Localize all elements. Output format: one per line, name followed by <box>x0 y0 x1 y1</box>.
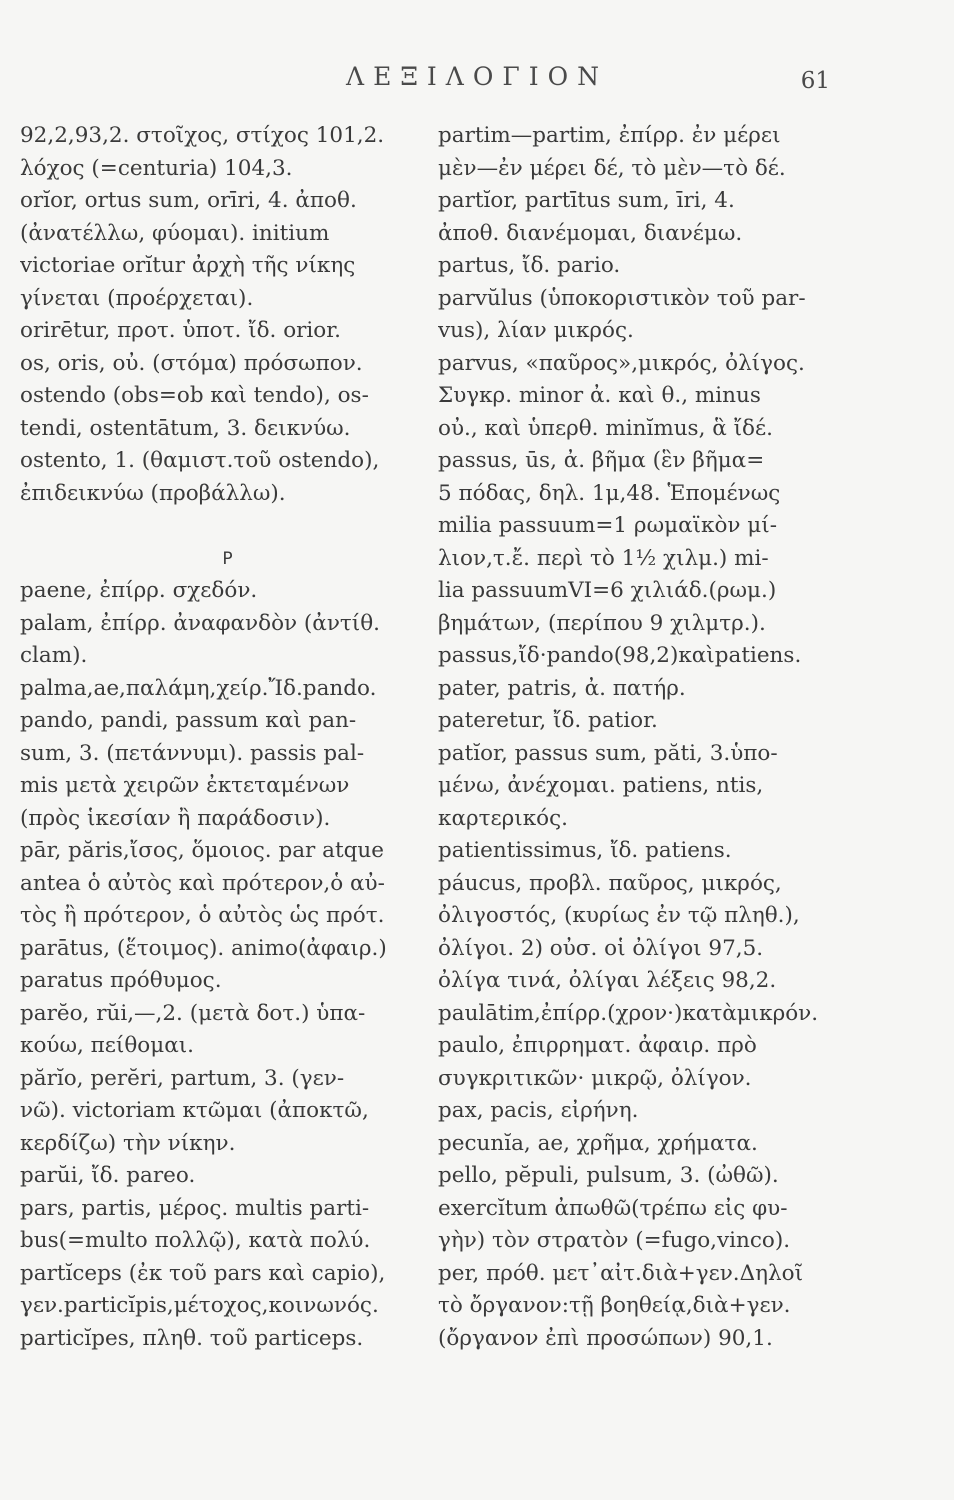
dictionary-line: τὸς ἢ πρότερον, ὁ αὐτὸς ὡς πρότ. <box>20 903 385 928</box>
dictionary-line: partus, ἴδ. pario. <box>438 253 621 278</box>
dictionary-line: os, oris, οὐ. (στόμα) πρόσωπον. <box>20 350 363 376</box>
dictionary-line: partĭor, partītus sum, īri, 4. <box>438 188 735 213</box>
dictionary-line: ostendo (obs=ob καὶ tendo), os- <box>20 383 369 408</box>
dictionary-line: (ἀνατέλλω, φύομαι). initium <box>20 220 330 246</box>
dictionary-line <box>20 510 420 543</box>
dictionary-line: partĭceps (ἐκ τοῦ pars καὶ capio), <box>20 1260 386 1286</box>
dictionary-line: κερδίζω) τὴν νίκην. <box>20 1130 236 1156</box>
dictionary-line: pax, pacis, εἰρήνη. <box>438 1098 639 1123</box>
dictionary-line: sum, 3. (πετάννυμι). passis pal- <box>20 740 365 766</box>
dictionary-line: patĭor, passus sum, păti, 3.ὑπο- <box>438 740 778 766</box>
dictionary-line: vus), λίαν μικρός. <box>438 318 634 343</box>
dictionary-line: paulo, ἐπιρρηματ. ἀφαιρ. πρὸ <box>438 1033 757 1058</box>
dictionary-line: parŭi, ἴδ. pareo. <box>20 1163 196 1188</box>
right-column <box>438 120 838 1355</box>
dictionary-line: pecunĭa, ae, χρῆμα, χρήματα. <box>438 1130 758 1156</box>
dictionary-line: ὀλίγοι. 2) οὐσ. οἱ ὀλίγοι 97,5. <box>438 935 764 961</box>
dictionary-line: bus(=multo πολλῷ), κατὰ πολύ. <box>20 1228 371 1253</box>
dictionary-line: lia passuumVI=6 χιλιάδ.(ρωμ.) <box>438 578 777 603</box>
dictionary-line: tendi, ostentātum, 3. δεικνύω. <box>20 415 351 441</box>
dictionary-line: λόχος (=centuria) 104,3. <box>20 155 293 181</box>
dictionary-line: antea ὁ αὐτὸς καὶ πρότερον,ὁ αὐ- <box>20 870 385 896</box>
dictionary-line: λιον,τ.ἔ. περὶ τὸ 1½ χιλμ.) mi- <box>438 545 769 571</box>
dictionary-line: ἐπιδεικνύω (προβάλλω). <box>20 480 286 506</box>
dictionary-line: pello, pĕpuli, pulsum, 3. (ὠθῶ). <box>438 1163 779 1188</box>
dictionary-line: καρτερικός. <box>438 805 568 831</box>
dictionary-line: per, πρόθ. μετ᾽αἰτ.διὰ+γεν.Δηλοῖ <box>438 1260 804 1286</box>
dictionary-line: páucus, προβλ. παῦρος, μικρός, <box>438 870 782 896</box>
dictionary-line: ostento, 1. (θαμιστ.τοῦ ostendo), <box>20 448 380 473</box>
dictionary-line: κούω, πείθομαι. <box>20 1033 194 1058</box>
dictionary-line: μὲν—ἐν μέρει δέ, τὸ μὲν—τὸ δέ. <box>438 155 786 181</box>
dictionary-line: parvus, «παῦρος»,μικρός, ὀλίγος. <box>438 350 805 376</box>
dictionary-line: οὐ., καὶ ὑπερθ. minĭmus, ἃ ἴδέ. <box>438 415 773 441</box>
dictionary-line: pater, patris, ἀ. πατήρ. <box>438 675 686 701</box>
dictionary-line: exercĭtum ἀπωθῶ(τρέπω εἰς φυ- <box>438 1195 788 1221</box>
dictionary-line: pando, pandi, passum καὶ pan- <box>20 708 357 733</box>
dictionary-line: ὀλίγα τινά, ὀλίγαι λέξεις 98,2. <box>438 968 777 993</box>
dictionary-line: partim—partim, ἐπίρρ. ἐν μέρει <box>438 123 781 148</box>
dictionary-line: passus, ūs, ἀ. βῆμα (ἓν βῆμα= <box>438 448 765 473</box>
dictionary-line: γίνεται (προέρχεται). <box>20 285 254 311</box>
dictionary-line: parātus, (ἕτοιμος). animo(ἀφαιρ.) <box>20 935 387 961</box>
dictionary-line: 5 πόδας, δηλ. 1μ,48. Ἑπομένως <box>438 480 781 506</box>
dictionary-line: συγκριτικῶν· μικρῷ, ὀλίγον. <box>438 1065 752 1091</box>
dictionary-line: Συγκρ. minor ἀ. καὶ θ., minus <box>438 383 761 408</box>
dictionary-line: părĭo, perĕri, partum, 3. (γεν- <box>20 1065 345 1091</box>
dictionary-line: paene, ἐπίρρ. σχεδόν. <box>20 578 258 603</box>
dictionary-line: particĭpes, πληθ. τοῦ particeps. <box>20 1325 364 1351</box>
page-number: 61 <box>800 68 830 94</box>
dictionary-line: γεν.particĭpis,μέτοχος,κοινωνός. <box>20 1293 379 1318</box>
dictionary-line: (πρὸς ἱκεσίαν ἢ παράδοσιν). <box>20 805 331 831</box>
dictionary-line: γὴν) τὸν στρατὸν (=fugo,vinco). <box>438 1228 791 1253</box>
dictionary-line: pars, partis, μέρος. multis parti- <box>20 1195 370 1221</box>
section-letter: P <box>222 548 233 569</box>
dictionary-line: orĭor, ortus sum, orīri, 4. ἀποθ. <box>20 188 357 213</box>
dictionary-line: clam). <box>20 643 88 668</box>
dictionary-line: μένω, ἀνέχομαι. patiens, ntis, <box>438 773 764 798</box>
dictionary-line: pateretur, ἴδ. patior. <box>438 708 658 733</box>
dictionary-line: parvŭlus (ὑποκοριστικὸν τοῦ par- <box>438 285 806 311</box>
dictionary-line: patientissimus, ἴδ. patiens. <box>438 838 732 863</box>
dictionary-line: 92,2,93,2. στοῖχος, στίχος 101,2. <box>20 123 385 148</box>
dictionary-line: passus,ἴδ·pando(98,2)καὶpatiens. <box>438 643 802 668</box>
dictionary-line: (ὄργανον ἐπὶ προσώπων) 90,1. <box>438 1325 773 1351</box>
dictionary-line: mis μετὰ χειρῶν ἐκτεταμένων <box>20 773 350 798</box>
left-column <box>20 120 420 1355</box>
dictionary-line: βημάτων, (περίπου 9 χιλμτρ.). <box>438 610 766 636</box>
dictionary-line: paratus πρόθυμος. <box>20 968 222 993</box>
page-title: ΛΕΞΙΛΟΓΙΟΝ <box>346 62 608 91</box>
dictionary-line: palam, ἐπίρρ. ἀναφανδὸν (ἀντίθ. <box>20 610 380 636</box>
dictionary-line: τὸ ὄργανον:τῇ βοηθείᾳ,διὰ+γεν. <box>438 1293 791 1318</box>
dictionary-line: ἀποθ. διανέμομαι, διανέμω. <box>438 220 743 246</box>
dictionary-line: νῶ). victoriam κτῶμαι (ἀποκτῶ, <box>20 1098 369 1123</box>
dictionary-line: pār, păris,ἴσος, ὅμοιος. par atque <box>20 838 384 863</box>
dictionary-line: orirētur, προτ. ὑποτ. ἴδ. orior. <box>20 318 341 343</box>
dictionary-line: paulātim,ἐπίρρ.(χρον·)κατὰμικρόν. <box>438 1000 819 1026</box>
dictionary-line: ὀλιγοστός, (κυρίως ἐν τῷ πληθ.), <box>438 903 800 928</box>
dictionary-line: milia passuum=1 ρωμαϊκὸν μί- <box>438 513 777 538</box>
dictionary-line: parĕo, rŭi,—,2. (μετὰ δοτ.) ὑπα- <box>20 1000 366 1026</box>
dictionary-line: victoriae orĭtur ἀρχὴ τῆς νίκης <box>20 253 356 278</box>
dictionary-line: palma,ae,παλάμη,χείρ.Ἴδ.pando. <box>20 675 377 701</box>
